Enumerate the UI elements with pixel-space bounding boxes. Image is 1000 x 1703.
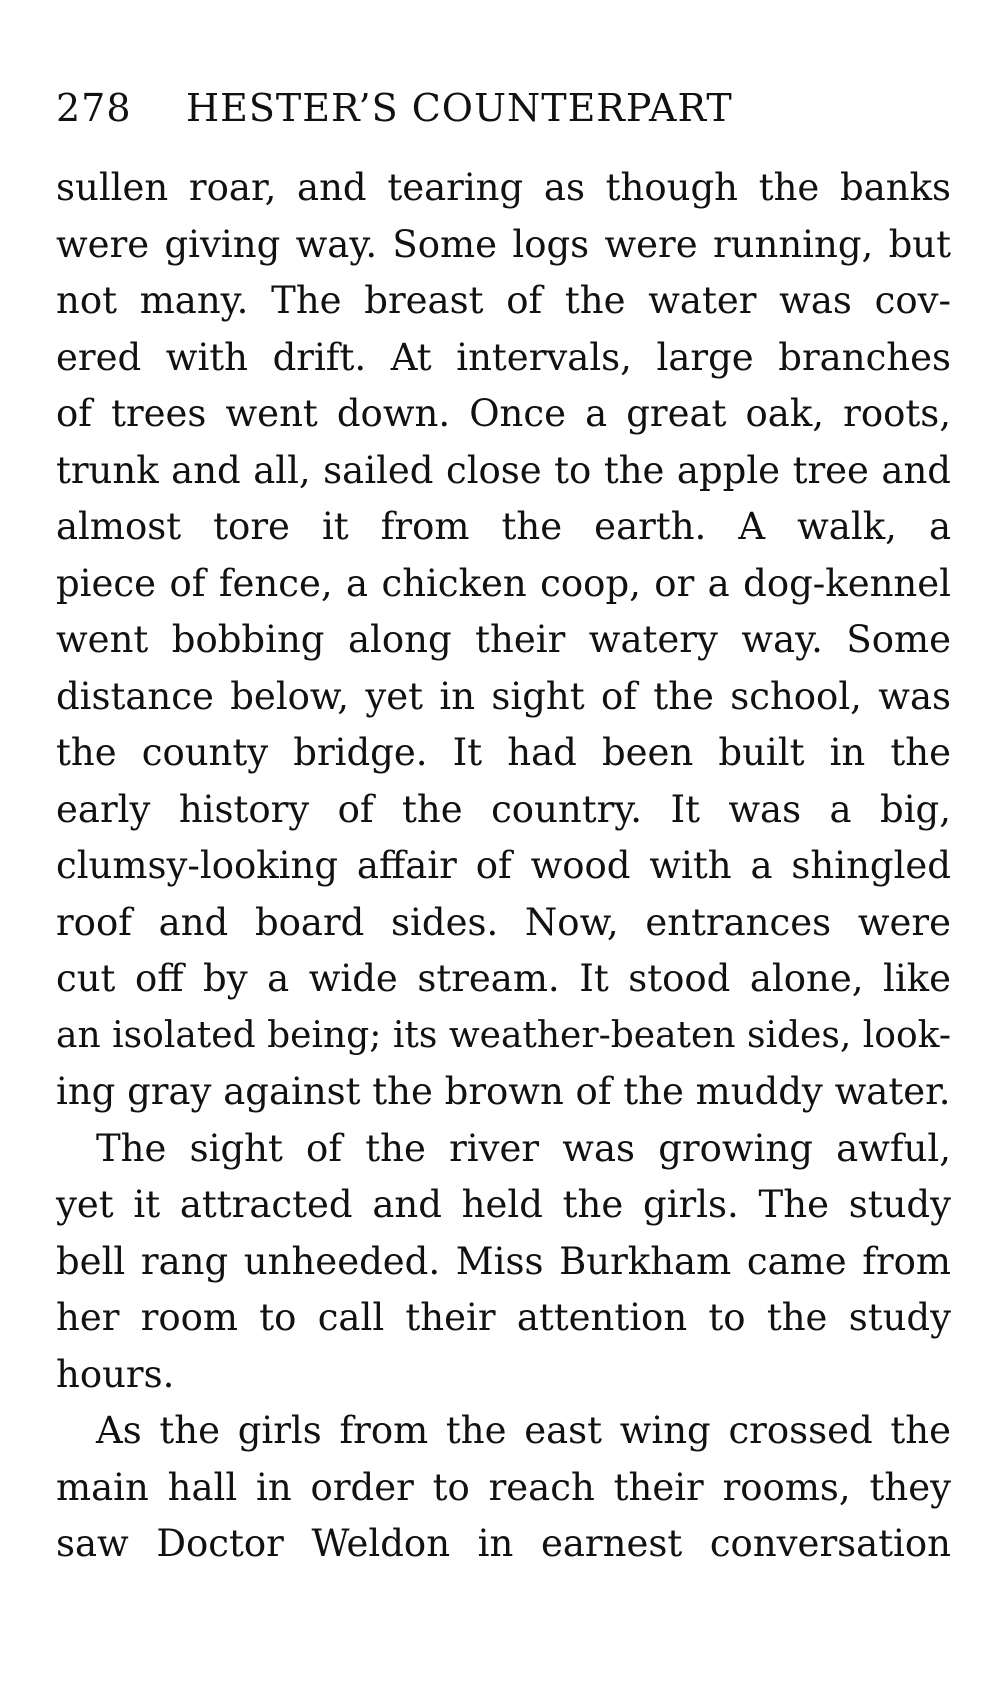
text-line: main hall in order to reach their rooms, they	[56, 1465, 951, 1509]
text-line: went bobbing along their watery way. Some	[56, 618, 951, 661]
text-line: roof and board sides. Now, entrances were	[56, 900, 951, 944]
text-line: distance below, yet in sight of the school, was	[56, 674, 951, 718]
text-line: The sight of the river was growing awful,	[96, 1126, 951, 1170]
body-text	[56, 160, 951, 1573]
text-line: were giving way. Some logs were running, but	[56, 222, 951, 266]
text-line: hours.	[56, 1352, 175, 1396]
text-line: As the girls from the east wing crossed the	[96, 1409, 951, 1452]
text-line: piece of fence, a chicken coop, or a dog-kennel	[56, 561, 951, 605]
text-line: not many. The breast of the water was cov-	[56, 279, 951, 322]
text-line: almost tore it from the earth. A walk, a	[56, 505, 951, 548]
text-line: sullen roar, and tearing as though the banks	[56, 166, 951, 209]
text-line: saw Doctor Weldon in earnest conversation	[56, 1522, 951, 1565]
text-line: of trees went down. Once a great oak, roots,	[56, 392, 951, 435]
text-line: her room to call their attention to the study	[56, 1296, 951, 1339]
page-number: 278	[56, 86, 132, 130]
running-title: HESTER’S COUNTERPART	[186, 86, 733, 130]
text-line: early history of the country. It was a big,	[56, 787, 951, 831]
text-line: an isolated being; its weather-beaten sides, look-	[56, 1014, 951, 1056]
text-line: trunk and all, sailed close to the apple tree and	[56, 448, 951, 492]
running-head	[56, 78, 956, 138]
text-line: bell rang unheeded. Miss Burkham came from	[56, 1239, 951, 1283]
text-line: cut off by a wide stream. It stood alone, like	[56, 957, 951, 1000]
text-line: the county bridge. It had been built in the	[56, 731, 951, 774]
text-line: ered with drift. At intervals, large branches	[56, 335, 951, 379]
text-line: ing gray against the brown of the muddy water.	[56, 1070, 951, 1113]
text-line: yet it attracted and held the girls. The study	[56, 1183, 951, 1226]
text-line: clumsy-looking affair of wood with a shingled	[56, 844, 951, 887]
